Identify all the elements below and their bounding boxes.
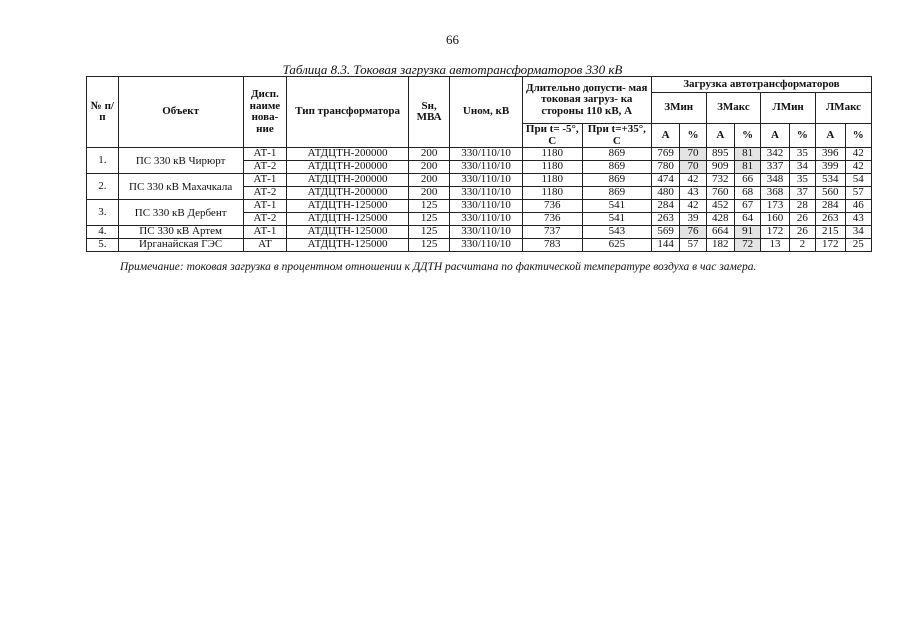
- header-pct: %: [680, 124, 706, 148]
- zmin-amp: 144: [651, 239, 679, 252]
- table-row: [87, 239, 872, 252]
- disp-name: АТ-2: [243, 213, 287, 226]
- row-number: 1.: [87, 148, 119, 174]
- lmax-pct: 43: [845, 213, 871, 226]
- lmin-amp: 337: [761, 161, 789, 174]
- zmax-amp: 182: [706, 239, 734, 252]
- lmin-amp: 348: [761, 174, 789, 187]
- row-number: 4.: [87, 226, 119, 239]
- object-name: ПС 330 кВ Артем: [118, 226, 243, 239]
- lmax-amp: 263: [816, 213, 846, 226]
- lmin-pct: 35: [789, 174, 815, 187]
- object-name: ПС 330 кВ Дербент: [118, 200, 243, 226]
- disp-name: АТ-1: [243, 148, 287, 161]
- zmin-amp: 569: [651, 226, 679, 239]
- zmax-amp: 760: [706, 187, 734, 200]
- t-plus35-value: 869: [582, 187, 651, 200]
- zmax-pct: 72: [735, 239, 761, 252]
- zmin-pct: 70: [680, 148, 706, 161]
- t-plus35-value: 541: [582, 200, 651, 213]
- object-name: Ирганайская ГЭС: [118, 239, 243, 252]
- disp-name: АТ-1: [243, 226, 287, 239]
- sn-value: 125: [408, 239, 450, 252]
- zmax-amp: 732: [706, 174, 734, 187]
- t-plus35-value: 541: [582, 213, 651, 226]
- unom-value: 330/110/10: [450, 200, 522, 213]
- lmax-pct: 42: [845, 148, 871, 161]
- lmin-pct: 37: [789, 187, 815, 200]
- header-amp: А: [816, 124, 846, 148]
- header-long-term-load: Длительно допусти- мая токовая загруз- ка стороны 110 кВ, А: [522, 77, 651, 124]
- lmax-pct: 34: [845, 226, 871, 239]
- zmin-amp: 480: [651, 187, 679, 200]
- header-pct: %: [845, 124, 871, 148]
- transformer-type: АТДЦТН-200000: [287, 148, 409, 161]
- lmin-amp: 13: [761, 239, 789, 252]
- disp-name: АТ-2: [243, 161, 287, 174]
- row-number: 2.: [87, 174, 119, 200]
- zmax-pct: 67: [735, 200, 761, 213]
- zmin-pct: 70: [680, 161, 706, 174]
- disp-name: АТ-1: [243, 200, 287, 213]
- header-t-plus35: При t=+35°, С: [582, 124, 651, 148]
- zmax-amp: 428: [706, 213, 734, 226]
- zmax-pct: 66: [735, 174, 761, 187]
- transformer-type: АТДЦТН-200000: [287, 187, 409, 200]
- zmax-pct: 68: [735, 187, 761, 200]
- unom-value: 330/110/10: [450, 213, 522, 226]
- lmin-pct: 26: [789, 213, 815, 226]
- row-number: 5.: [87, 239, 119, 252]
- table-row: [87, 200, 872, 213]
- lmax-pct: 46: [845, 200, 871, 213]
- header-pct: %: [789, 124, 815, 148]
- unom-value: 330/110/10: [450, 161, 522, 174]
- object-name: ПС 330 кВ Чирюрт: [118, 148, 243, 174]
- lmax-amp: 399: [816, 161, 846, 174]
- zmax-pct: 91: [735, 226, 761, 239]
- disp-name: АТ-1: [243, 174, 287, 187]
- transformer-type: АТДЦТН-125000: [287, 200, 409, 213]
- t-minus5-value: 1180: [522, 187, 582, 200]
- lmax-amp: 396: [816, 148, 846, 161]
- zmin-amp: 263: [651, 213, 679, 226]
- lmin-amp: 173: [761, 200, 789, 213]
- table-row: [87, 148, 872, 161]
- table-row: [87, 226, 872, 239]
- page-number: 66: [446, 32, 459, 47]
- header-object: Объект: [118, 77, 243, 148]
- header-num: № п/п: [87, 77, 119, 148]
- zmax-amp: 452: [706, 200, 734, 213]
- lmax-amp: 172: [816, 239, 846, 252]
- header-pct: %: [735, 124, 761, 148]
- lmin-pct: 26: [789, 226, 815, 239]
- header-amp: А: [651, 124, 679, 148]
- lmax-pct: 25: [845, 239, 871, 252]
- lmax-amp: 534: [816, 174, 846, 187]
- sn-value: 125: [408, 200, 450, 213]
- t-minus5-value: 1180: [522, 161, 582, 174]
- zmax-amp: 664: [706, 226, 734, 239]
- t-plus35-value: 543: [582, 226, 651, 239]
- zmin-amp: 780: [651, 161, 679, 174]
- sn-value: 125: [408, 226, 450, 239]
- lmin-pct: 28: [789, 200, 815, 213]
- unom-value: 330/110/10: [450, 226, 522, 239]
- t-plus35-value: 869: [582, 174, 651, 187]
- table-row: [87, 174, 872, 187]
- lmax-pct: 57: [845, 187, 871, 200]
- lmax-amp: 284: [816, 200, 846, 213]
- zmin-pct: 57: [680, 239, 706, 252]
- lmin-pct: 2: [789, 239, 815, 252]
- t-minus5-value: 783: [522, 239, 582, 252]
- lmin-amp: 342: [761, 148, 789, 161]
- t-minus5-value: 1180: [522, 174, 582, 187]
- transformer-type: АТДЦТН-125000: [287, 226, 409, 239]
- header-amp: А: [706, 124, 734, 148]
- t-plus35-value: 625: [582, 239, 651, 252]
- unom-value: 330/110/10: [450, 148, 522, 161]
- lmin-amp: 368: [761, 187, 789, 200]
- zmax-pct: 81: [735, 148, 761, 161]
- row-number: 3.: [87, 200, 119, 226]
- zmax-pct: 64: [735, 213, 761, 226]
- zmin-pct: 42: [680, 200, 706, 213]
- disp-name: АТ: [243, 239, 287, 252]
- lmax-amp: 560: [816, 187, 846, 200]
- header-zmax: ЗМакс: [706, 93, 761, 124]
- header-lmax: ЛМакс: [816, 93, 872, 124]
- table-caption: Таблица 8.3. Токовая загрузка автотрансформаторов 330 кВ: [282, 62, 623, 77]
- object-name: ПС 330 кВ Махачкала: [118, 174, 243, 200]
- transformer-type: АТДЦТН-125000: [287, 213, 409, 226]
- sn-value: 200: [408, 161, 450, 174]
- t-plus35-value: 869: [582, 148, 651, 161]
- header-unom: Uном, кВ: [450, 77, 522, 148]
- lmax-pct: 42: [845, 161, 871, 174]
- unom-value: 330/110/10: [450, 239, 522, 252]
- zmax-amp: 895: [706, 148, 734, 161]
- t-minus5-value: 1180: [522, 148, 582, 161]
- t-plus35-value: 869: [582, 161, 651, 174]
- zmin-amp: 474: [651, 174, 679, 187]
- lmin-pct: 35: [789, 148, 815, 161]
- transformer-type: АТДЦТН-125000: [287, 239, 409, 252]
- header-t-minus5: При t= -5°, С: [522, 124, 582, 148]
- transformer-type: АТДЦТН-200000: [287, 161, 409, 174]
- header-amp: А: [761, 124, 789, 148]
- zmax-pct: 81: [735, 161, 761, 174]
- unom-value: 330/110/10: [450, 187, 522, 200]
- t-minus5-value: 737: [522, 226, 582, 239]
- t-minus5-value: 736: [522, 213, 582, 226]
- transformer-type: АТДЦТН-200000: [287, 174, 409, 187]
- lmax-amp: 215: [816, 226, 846, 239]
- lmax-pct: 54: [845, 174, 871, 187]
- header-sn: Sн, МВА: [408, 77, 450, 148]
- header-disp-name: Дисп. наиме нова- ние: [243, 77, 287, 148]
- zmin-pct: 39: [680, 213, 706, 226]
- zmin-pct: 42: [680, 174, 706, 187]
- header-transformer-type: Тип трансформатора: [287, 77, 409, 148]
- lmin-pct: 34: [789, 161, 815, 174]
- sn-value: 200: [408, 148, 450, 161]
- zmin-pct: 43: [680, 187, 706, 200]
- t-minus5-value: 736: [522, 200, 582, 213]
- unom-value: 330/110/10: [450, 174, 522, 187]
- lmin-amp: 160: [761, 213, 789, 226]
- sn-value: 200: [408, 174, 450, 187]
- sn-value: 200: [408, 187, 450, 200]
- autotransformer-load-table: [86, 76, 872, 252]
- header-lmin: ЛМин: [761, 93, 816, 124]
- zmin-amp: 284: [651, 200, 679, 213]
- zmin-amp: 769: [651, 148, 679, 161]
- disp-name: АТ-2: [243, 187, 287, 200]
- header-load-group: Загрузка автотрансформаторов: [651, 77, 871, 93]
- lmin-amp: 172: [761, 226, 789, 239]
- sn-value: 125: [408, 213, 450, 226]
- zmin-pct: 76: [680, 226, 706, 239]
- zmax-amp: 909: [706, 161, 734, 174]
- table-note: Примечание: токовая загрузка в процентном отношении к ДДТН расчитана по фактической температуре воздуха в час замера.: [120, 261, 757, 273]
- header-zmin: ЗМин: [651, 93, 706, 124]
